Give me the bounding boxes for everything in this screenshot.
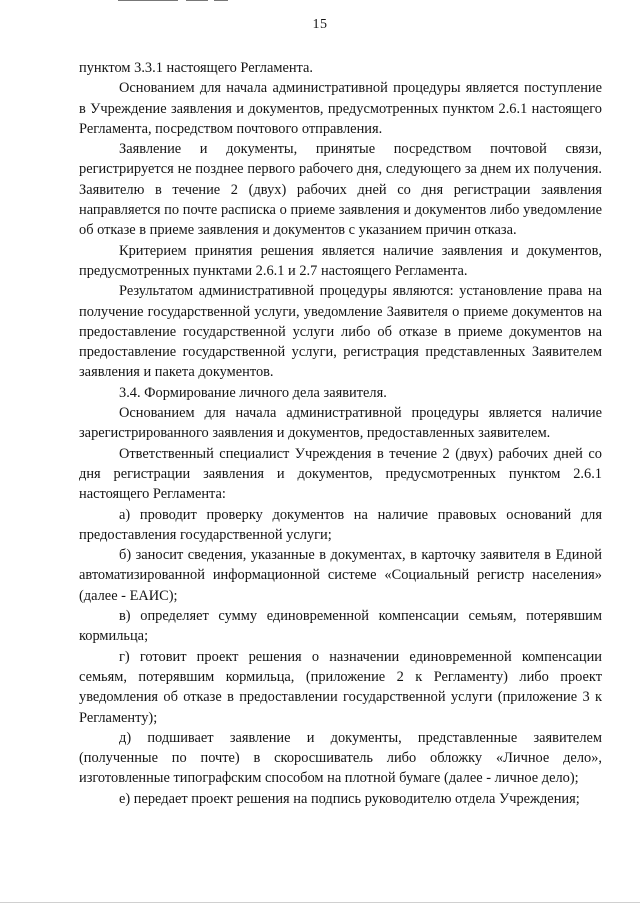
document-body xyxy=(79,58,602,809)
top-edge-rule xyxy=(186,0,208,1)
section-heading-3-4: 3.4. Формирование личного дела заявителя. xyxy=(119,384,387,401)
list-item-d: д) подшивает заявление и документы, представленные заявителем (полученные по почте) в скоросшиватель либо обложку «Личное дело», изготовленные типографским способом на плотной бумаге (далее - личное дело); xyxy=(79,729,602,787)
page-number: 15 xyxy=(312,17,328,32)
list-item-a: а) проводит проверку документов на наличие правовых оснований для предоставления государственной услуги; xyxy=(79,506,602,543)
paragraph-file-basis: Основанием для начала административной процедуры является наличие зарегистрированного заявления и документов, предоставленных заявителем. xyxy=(79,405,602,442)
top-edge-rule xyxy=(118,0,178,1)
paragraph-procedure-result: Результатом административной процедуры являются: установление права на получение государственной услуги, уведомление Заявителя о приеме документов на предоставление государственной услуги либо об отказе в приеме документов на предоставление государственной услуги, регистрация представленных Заявителем заявления и пакета документов. xyxy=(79,283,602,381)
paragraph-continuation: пунктом 3.3.1 настоящего Регламента. xyxy=(79,60,314,76)
paragraph-decision-criterion: Критерием принятия решения является наличие заявления и документов, предусмотренных пунктами 2.6.1 и 2.7 настоящего Регламента. xyxy=(79,242,602,279)
list-item-b: б) заносит сведения, указанные в документах, в карточку заявителя в Единой автоматизированной информационной системе «Социальный регистр населения» (далее - ЕАИС); xyxy=(79,547,602,604)
paragraph-specialist-duties: Ответственный специалист Учреждения в течение 2 (двух) рабочих дней со дня регистрации заявления и документов, предусмотренных пунктом 2.6.1 настоящего Регламента: xyxy=(79,445,602,503)
paragraph-postal-basis: Основанием для начала административной процедуры является поступление в Учреждение заявления и документов, предусмотренных пунктом 2.6.1 настоящего Регламента, посредством почтового отправления. xyxy=(79,80,602,137)
list-item-g: г) готовит проект решения о назначении единовременной компенсации семьям, потерявшим кормильца, (приложение 2 к Регламенту) либо проект уведомления об отказе в предоставлении государственной услуги (приложение 3 к Регламенту); xyxy=(79,648,602,726)
paragraph-postal-registration: Заявление и документы, принятые посредством почтовой связи, регистрируется не позднее первого рабочего дня, следующего за днем их получения. Заявителю в течение 2 (двух) рабочих дней со дня регистрации заявления направляется по почте расписка о приеме заявления и документов либо уведомление об отказе в приеме заявления и документов с указанием причин отказа. xyxy=(79,141,602,239)
list-item-e: е) передает проект решения на подпись руководителю отдела Учреждения; xyxy=(119,790,580,807)
bottom-edge-rule xyxy=(0,902,640,903)
top-edge-rule xyxy=(214,0,228,1)
list-item-v: в) определяет сумму единовременной компенсации семьям, потерявшим кормильца; xyxy=(79,608,602,645)
